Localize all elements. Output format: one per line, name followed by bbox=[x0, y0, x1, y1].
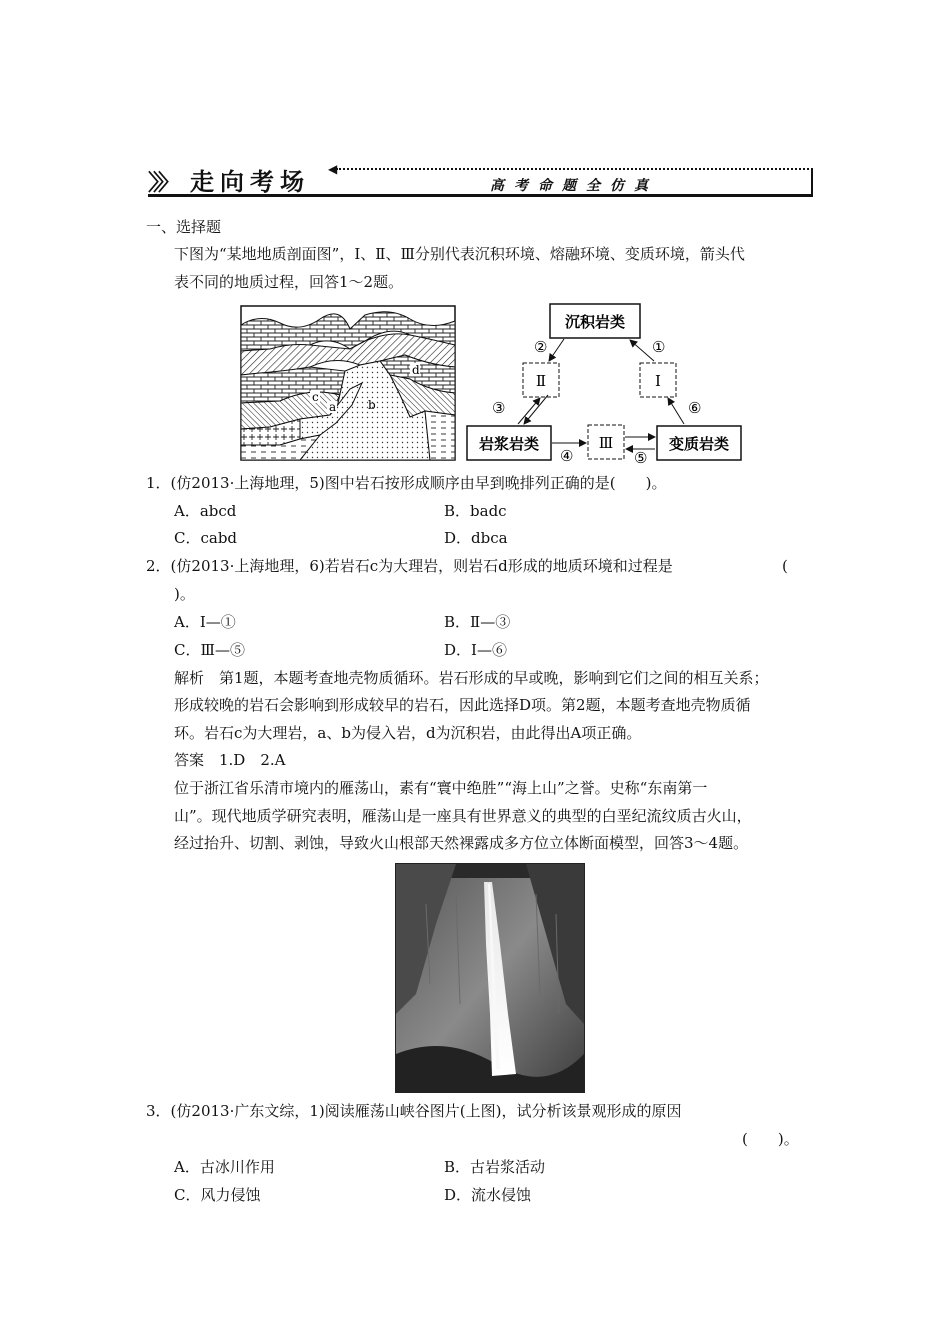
intro-line-2: 表不同的地质过程，回答1～2题。 bbox=[174, 273, 404, 291]
q2-option-c: C．Ⅲ—⑤ bbox=[174, 641, 245, 659]
process-4-label: ④ bbox=[560, 447, 574, 465]
env-III-label: Ⅲ bbox=[598, 434, 614, 452]
process-6-label: ⑥ bbox=[688, 399, 702, 417]
rock-cycle-diagram bbox=[464, 303, 744, 465]
q3-option-d: D．流水侵蚀 bbox=[444, 1186, 532, 1204]
header-end-rule bbox=[811, 168, 813, 196]
q1-option-c: C．cabd bbox=[174, 529, 238, 547]
q3-option-b: B．古岩浆活动 bbox=[444, 1158, 546, 1176]
section-label: 一、选择题 bbox=[146, 218, 222, 236]
passage2-line-1: 位于浙江省乐清市境内的雁荡山，素有“寰中绝胜”“海上山”之誉。史称“东南第一 bbox=[174, 779, 708, 797]
process-2-label: ② bbox=[534, 338, 548, 356]
passage2-line-3: 经过抬升、切割、剥蚀，导致火山根部天然裸露成多方位立体断面模型，回答3～4题。 bbox=[174, 834, 749, 852]
header-subtitle: 高考命题全仿真 bbox=[490, 178, 658, 194]
answer-line: 答案 1.D 2.A bbox=[174, 751, 286, 769]
q1-option-d: D．dbca bbox=[444, 529, 508, 547]
process-5-label: ⑤ bbox=[634, 449, 648, 465]
profile-label-d: d bbox=[412, 363, 420, 377]
q2-option-b: B．Ⅱ—③ bbox=[444, 613, 511, 631]
geologic-profile-figure bbox=[240, 305, 456, 461]
arrow-left-icon: ◀ bbox=[328, 162, 338, 176]
header-bottom-rule bbox=[148, 194, 813, 197]
q1-option-b: B．badc bbox=[444, 502, 507, 520]
section-header-banner bbox=[148, 160, 813, 200]
analysis-line-1: 解析 第1题，本题考查地壳物质循环。岩石形成的早或晚，影响到它们之间的相互关系； bbox=[174, 669, 769, 687]
triple-chevron-icon: 〉〉〉 bbox=[148, 170, 175, 196]
sedimentary-label: 沉积岩类 bbox=[564, 313, 626, 331]
profile-label-b: b bbox=[368, 398, 376, 412]
q3-option-a: A．古冰川作用 bbox=[174, 1158, 275, 1176]
q3-paren: ( )。 bbox=[742, 1130, 799, 1148]
intro-line-1: 下图为“某地地质剖面图”，Ⅰ、Ⅱ、Ⅲ分别代表沉积环境、熔融环境、变质环境，箭头代 bbox=[174, 245, 745, 263]
metamorphic-label: 变质岩类 bbox=[668, 435, 730, 453]
env-I-label: Ⅰ bbox=[655, 372, 661, 390]
q3-stem: 3．(仿2013·广东文综，1)阅读雁荡山峡谷图片(上图)，试分析该景观形成的原因 bbox=[146, 1102, 682, 1120]
profile-label-c: c bbox=[312, 390, 319, 404]
process-3-label: ③ bbox=[492, 399, 506, 417]
header-dotted-rule bbox=[336, 168, 813, 170]
process-1-label: ① bbox=[652, 338, 666, 356]
q1-stem: 1．(仿2013·上海地理，5)图中岩石按形成顺序由早到晚排列正确的是( )。 bbox=[146, 474, 667, 492]
analysis-line-3: 环。岩石c为大理岩，a、b为侵入岩，d为沉积岩，由此得出A项正确。 bbox=[174, 724, 642, 742]
waterfall-photo bbox=[395, 863, 585, 1093]
env-II-label: Ⅱ bbox=[535, 372, 547, 390]
q2-stem-end: )。 bbox=[174, 585, 195, 603]
profile-label-a: a bbox=[329, 400, 337, 414]
q2-paren-open: ( bbox=[782, 557, 788, 575]
q2-option-a: A．Ⅰ—① bbox=[174, 613, 236, 631]
q2-stem: 2．(仿2013·上海地理，6)若岩石c为大理岩，则岩石d形成的地质环境和过程是 bbox=[146, 557, 673, 575]
passage2-line-2: 山”。现代地质学研究表明，雁荡山是一座具有世界意义的典型的白垩纪流纹质古火山， bbox=[174, 807, 752, 825]
q1-option-a: A．abcd bbox=[174, 502, 237, 520]
magma-label: 岩浆岩类 bbox=[478, 435, 540, 453]
header-title: 走向考场 bbox=[190, 168, 310, 196]
analysis-line-2: 形成较晚的岩石会影响到形成较早的岩石，因此选择D项。第2题，本题考查地壳物质循 bbox=[174, 696, 751, 714]
q2-option-d: D．Ⅰ—⑥ bbox=[444, 641, 507, 659]
q3-option-c: C．风力侵蚀 bbox=[174, 1186, 261, 1204]
